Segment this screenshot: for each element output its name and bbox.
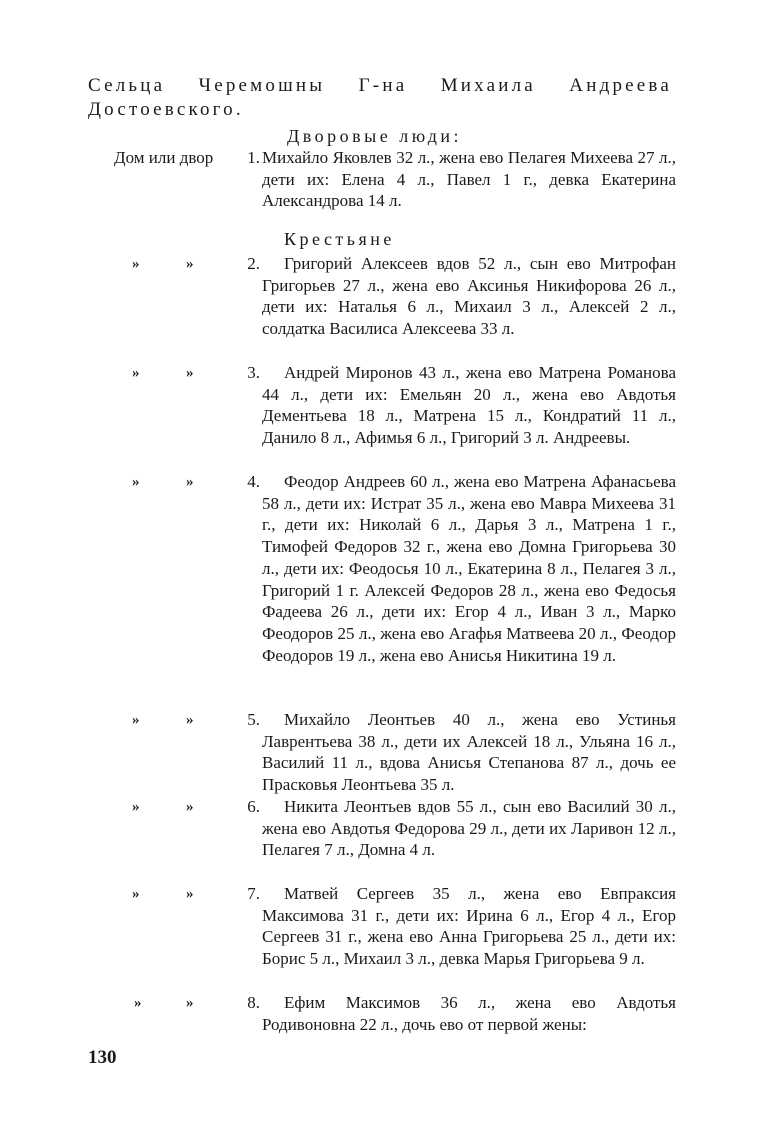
entry-text: Андрей Миронов 43 л., жена ево Матрена Романова 44 л., дети их: Емельян 20 л., жена ево Авдотья Дементьева 18 л., Матрена 15 л., Кондратий 11 л., Данило 8 л., Афимья 6 л., Григорий 3 л. Андреевы. bbox=[262, 363, 676, 448]
ditto-mark: » bbox=[132, 256, 140, 272]
ditto-mark: » bbox=[186, 365, 194, 381]
entry-number: 1. bbox=[247, 148, 260, 167]
heading-word: Андреева bbox=[569, 75, 672, 96]
entry-number: 5. bbox=[247, 710, 260, 729]
heading-word: Сельца bbox=[88, 75, 166, 96]
ditto-mark: » bbox=[186, 799, 194, 815]
heading-line-2: Достоевского. bbox=[88, 99, 244, 120]
entry-text: Никита Леонтьев вдов 55 л., сын ево Василий 30 л., жена ево Авдотья Федорова 29 л., дети их Ларивон 12 л., Пелагея 7 л., Домна 4 л. bbox=[262, 797, 676, 860]
entry-text: Матвей Сергеев 35 л., жена ево Евпраксия Максимова 31 г., дети их: Ирина 6 л., Егор 4 л., Егор Сергеев 31 г., жена ево Анна Григорьева 25 л., дети их: Борис 5 л., Михаил 3 л., девка Марья Григорьева 9 л. bbox=[262, 884, 676, 969]
entry-text: Михайло Леонтьев 40 л., жена ево Устинья Лаврентьева 38 л., дети их Алексей 18 л., Ульяна 16 л., Василий 11 л., вдова Анисья Степанова 87 л., дочь ее Прасковья Леонтьева 35 л. bbox=[262, 710, 676, 795]
ditto-mark: » bbox=[186, 995, 194, 1011]
ditto-mark: » bbox=[132, 474, 140, 490]
ditto-mark: » bbox=[186, 474, 194, 490]
entry-number: 4. bbox=[247, 472, 260, 491]
ditto-mark: » bbox=[132, 799, 140, 815]
entry-text: Феодор Андреев 60 л., жена ево Матрена Афанасьева 58 л., дети их: Истрат 35 л., жена ево Мавра Михеева 31 г., дети их: Николай 6 л., Дарья 3 л., Матрена 1 г., Тимофей Федоров 32 г., жена ево Домна Григорьева 30 л., дети их: Феодосья 10 л., Екатерина 8 л., Пелагея 3 л., Григорий 1 г. Алексей Федоров 28 л., жена ево Федосья Фадеева 26 л., дети их: Егор 4 л., Иван 3 л., Марко Феодоров 25 л., жена ево Агафья Матвеева 20 л., Феодор Феодоров 19 л., жена ево Анисья Никитина 19 л. bbox=[262, 472, 676, 665]
entry-number: 7. bbox=[247, 884, 260, 903]
section-title-household: Дворовые люди: bbox=[287, 126, 463, 146]
document-heading bbox=[88, 74, 672, 122]
entry-number: 6. bbox=[247, 797, 260, 816]
section-title-peasants: Крестьяне bbox=[284, 229, 395, 249]
page-number: 130 bbox=[88, 1047, 117, 1068]
ditto-mark: » bbox=[186, 712, 194, 728]
ditto-mark: » bbox=[186, 886, 194, 902]
ditto-mark: » bbox=[134, 995, 142, 1011]
entry-text: Григорий Алексеев вдов 52 л., сын ево Митрофан Григорьев 27 л., жена ево Аксинья Никифорова 26 л., дети их: Наталья 6 л., Михаил 3 л., Алексей 2 л., солдатка Василиса Алексеева 33 л. bbox=[262, 254, 676, 339]
entry-text: Ефим Максимов 36 л., жена ево Авдотья Родивоновна 22 л., дочь ево от первой жены: bbox=[262, 993, 676, 1034]
entry-text: Михайло Яковлев 32 л., жена ево Пелагея Михеева 27 л., дети их: Елена 4 л., Павел 1 г., девка Екатерина Александрова 14 л. bbox=[262, 148, 676, 211]
ditto-mark: » bbox=[186, 256, 194, 272]
entry-lead-label: Дом или двор bbox=[114, 148, 214, 167]
heading-line-1 bbox=[88, 74, 672, 98]
entry-number: 8. bbox=[247, 993, 260, 1012]
ditto-mark: » bbox=[132, 365, 140, 381]
entry-number: 2. bbox=[247, 254, 260, 273]
heading-word: Михаила bbox=[440, 75, 536, 96]
heading-word: Г-на bbox=[358, 75, 408, 96]
ditto-mark: » bbox=[132, 886, 140, 902]
entry-number: 3. bbox=[247, 363, 260, 382]
ditto-mark: » bbox=[132, 712, 140, 728]
heading-word: Черемошны bbox=[198, 75, 326, 96]
